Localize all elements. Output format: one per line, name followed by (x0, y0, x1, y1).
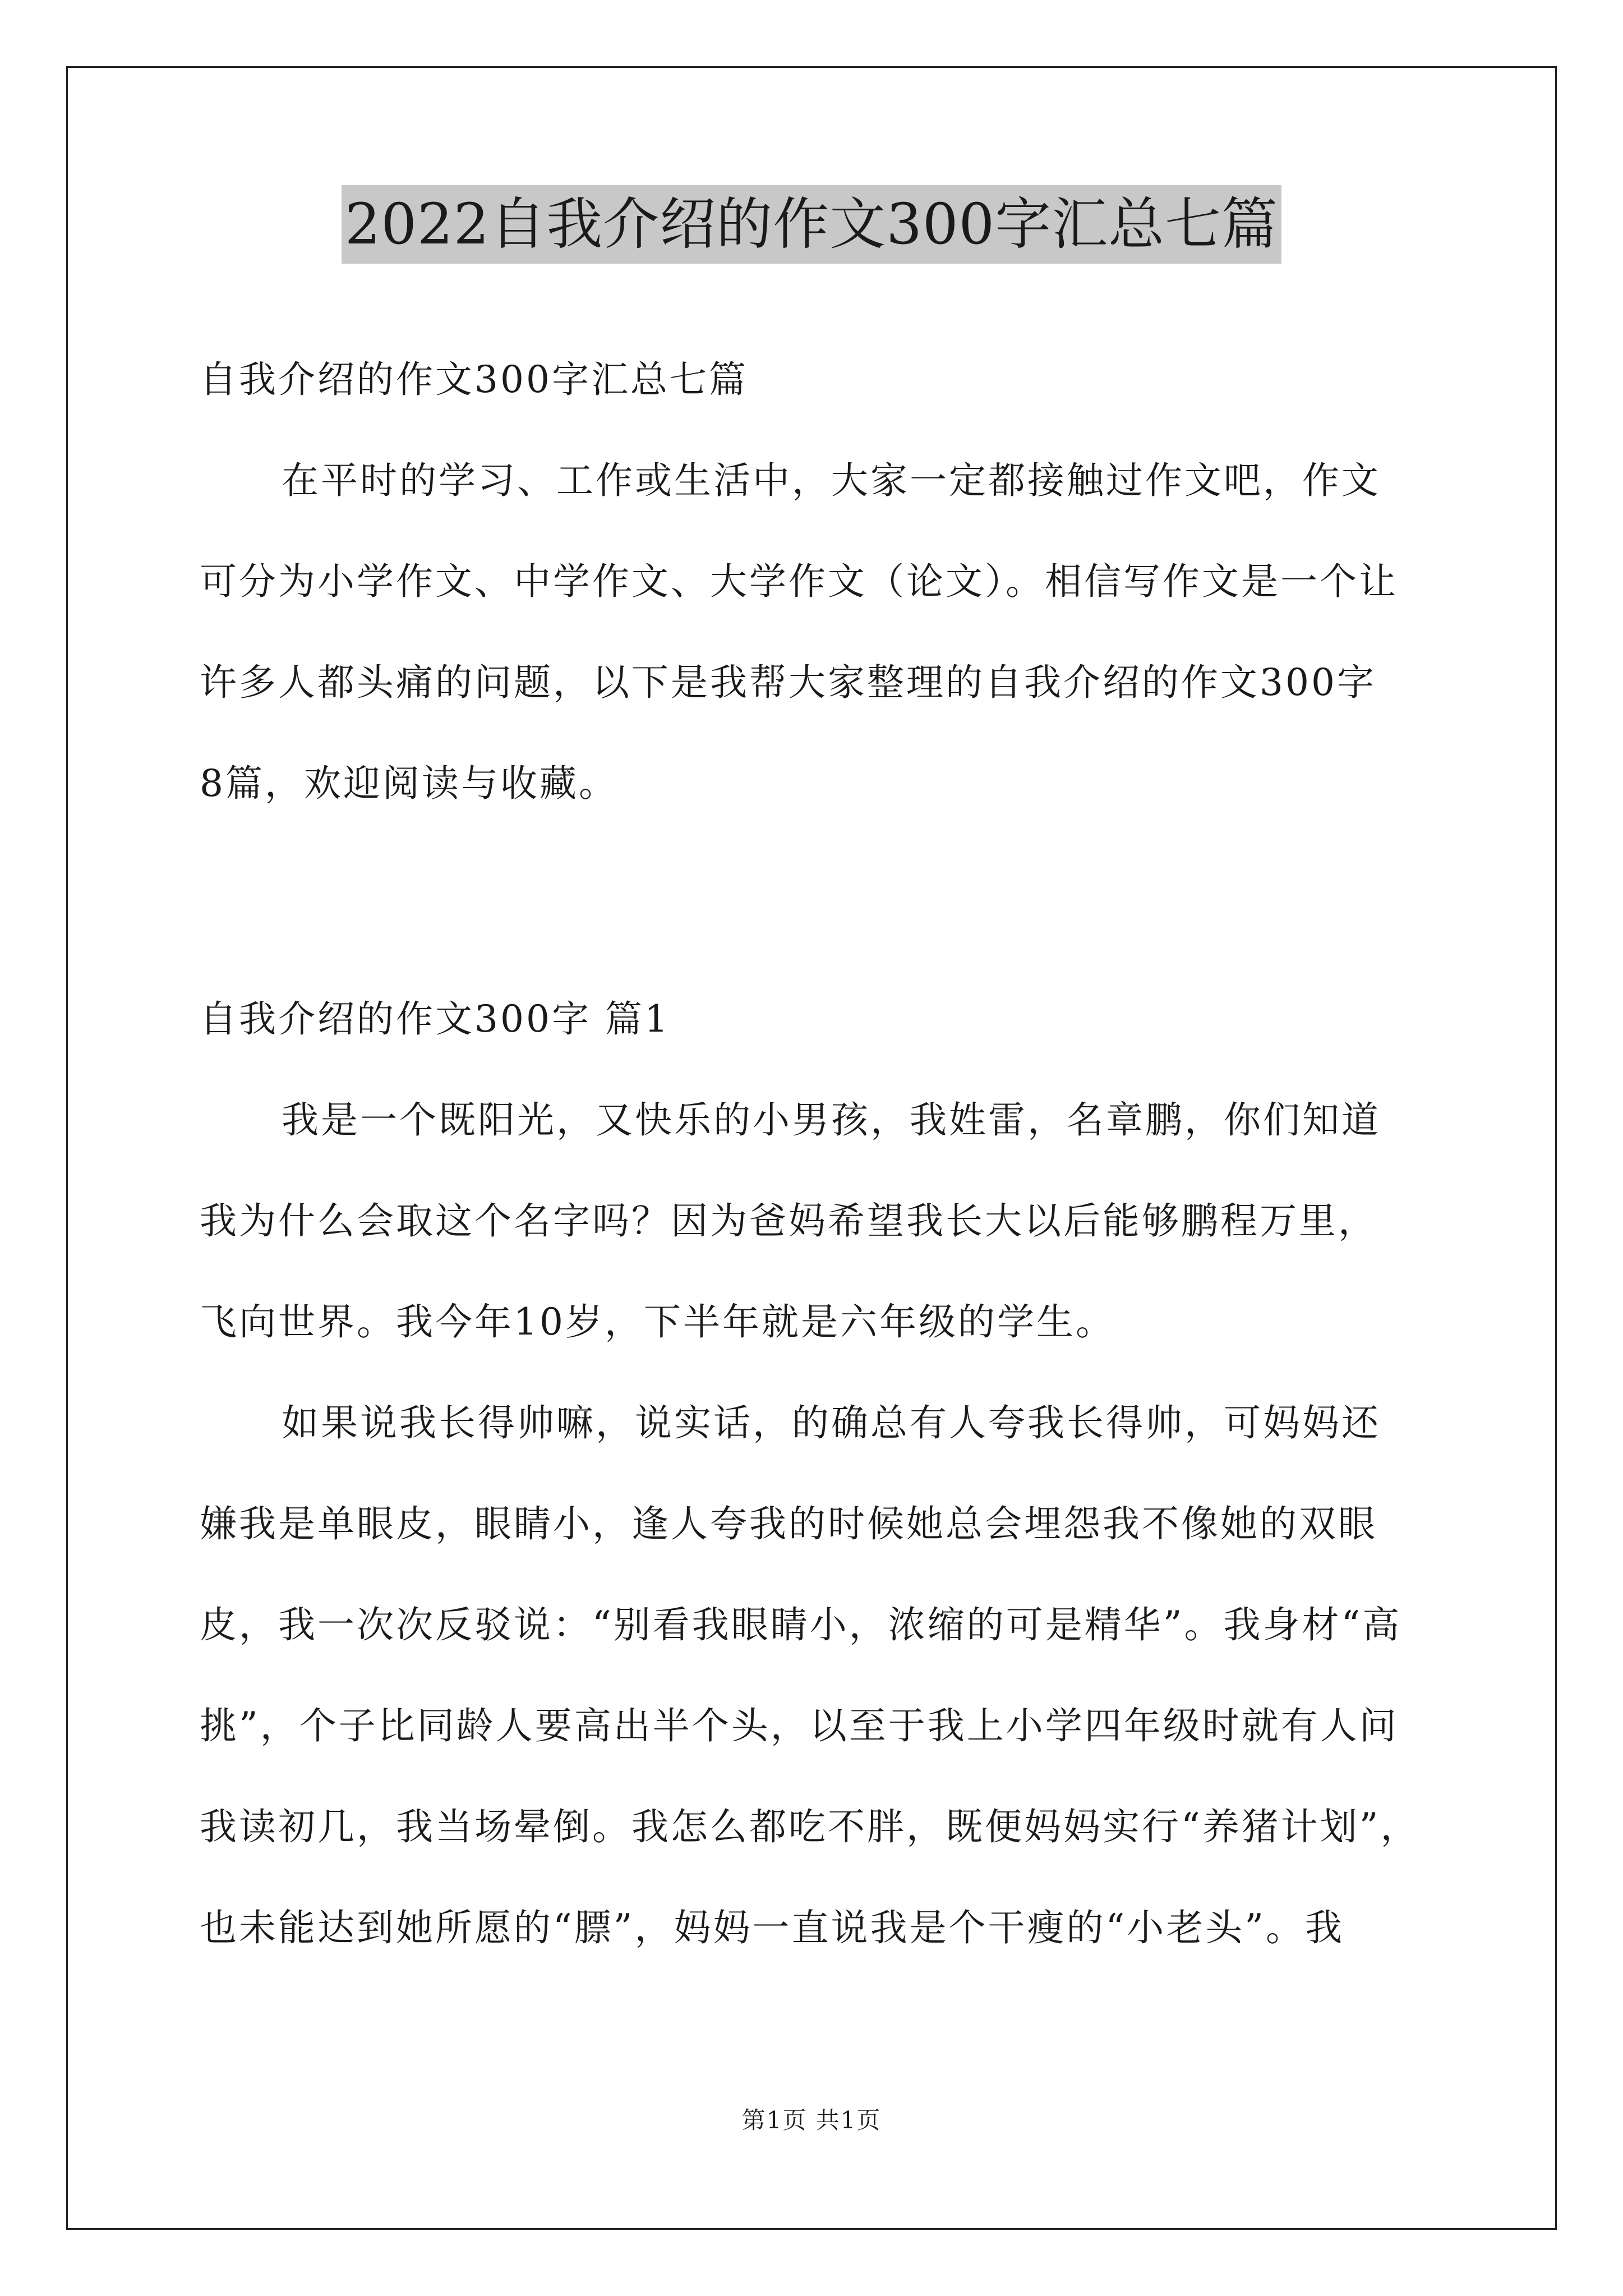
paragraph-line: 飞向世界。我今年10岁，下半年就是六年级的学生。 (200, 1300, 1115, 1343)
intro-line: 在平时的学习、工作或生活中，大家一定都接触过作文吧，作文 (282, 459, 1381, 502)
paragraph-line: 我读初几，我当场晕倒。我怎么都吃不胖，既便妈妈实行“养猪计划”， (200, 1805, 1420, 1848)
page-footer: 第1页 共1页 (741, 2106, 882, 2134)
document-title: 2022自我介绍的作文300字汇总七篇 (342, 185, 1281, 264)
intro-line: 许多人都头痛的问题，以下是我帮大家整理的自我介绍的作文300字 (200, 661, 1376, 704)
intro-line: 可分为小学作文、中学作文、大学作文（论文）。相信写作文是一个让 (200, 560, 1398, 603)
paragraph-line: 皮，我一次次反驳说：“别看我眼睛小，浓缩的可是精华”。我身材“高 (200, 1603, 1402, 1646)
section-heading: 自我介绍的作文300字 篇1 (200, 997, 670, 1041)
paragraph-line: 挑”，个子比同龄人要高出半个头，以至于我上小学四年级时就有人问 (200, 1704, 1399, 1747)
paragraph-line: 我为什么会取这个名字吗？因为爸妈希望我长大以后能够鹏程万里， (200, 1199, 1377, 1243)
title-container (0, 185, 1623, 264)
paragraph-line: 如果说我长得帅嘛，说实话，的确总有人夸我长得帅，可妈妈还 (282, 1401, 1381, 1444)
paragraph-line: 我是一个既阳光，又快乐的小男孩，我姓雷，名章鹏，你们知道 (282, 1098, 1381, 1142)
paragraph-line: 嫌我是单眼皮，眼睛小，逢人夸我的时候她总会埋怨我不像她的双眼 (200, 1502, 1377, 1545)
subtitle: 自我介绍的作文300字汇总七篇 (200, 358, 748, 401)
paragraph-line: 也未能达到她所愿的“膘”，妈妈一直说我是个干瘦的“小老头”。我 (200, 1906, 1344, 1949)
intro-line: 8篇，欢迎阅读与收藏。 (200, 762, 618, 805)
